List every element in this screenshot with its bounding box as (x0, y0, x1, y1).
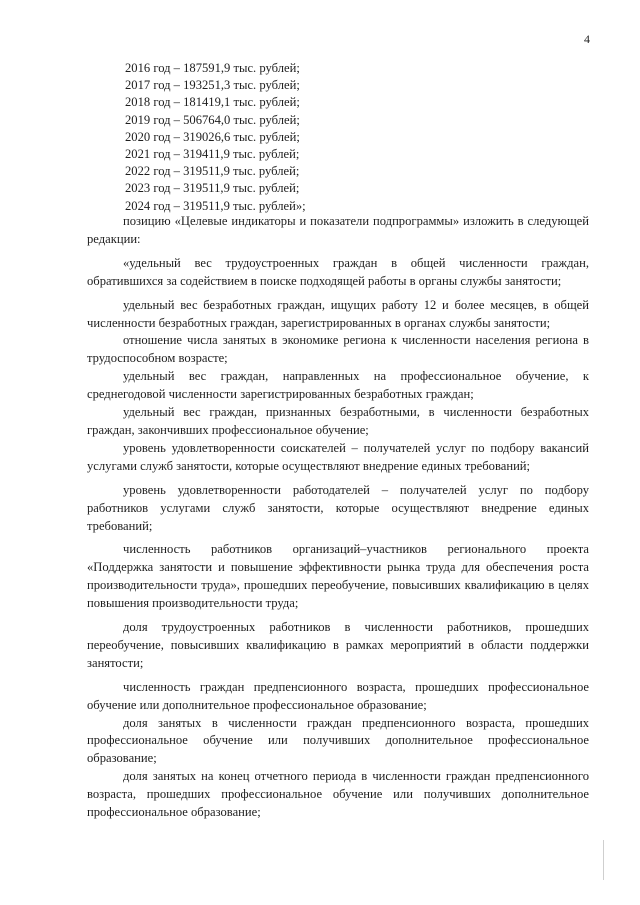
budget-line: 2022 год – 319511,9 тыс. рублей; (125, 164, 300, 179)
paragraph-indicator: уровень удовлетворенности работодателей – получателей услуг по подбору работников услугами служб занятости, которые осуществляют внедрение единых требований; (87, 482, 589, 533)
paragraph-indicator: численность работников организаций–участников регионального проекта «Поддержка занятости и повышение эффективности рынка труда для обеспечения роста производительности труда», прошедших переобучение, повысивших квалификацию в целях повышения производительности труда; (87, 542, 589, 611)
page-number: 4 (584, 32, 590, 46)
paragraph-indicator: отношение числа занятых в экономике региона к численности населения региона в трудоспособном возрасте; (87, 333, 589, 366)
paragraph-indicator: доля занятых на конец отчетного периода в численности граждан предпенсионного возраста, прошедших профессиональное обучение или получивших дополнительное профессиональное образование; (87, 769, 589, 820)
budget-line: 2016 год – 187591,9 тыс. рублей; (125, 61, 300, 75)
body-text (87, 213, 589, 822)
paragraph-indicator: доля трудоустроенных работников в численности работников, прошедших переобучение, повысивших квалификацию в рамках мероприятий в области поддержки занятости; (87, 620, 589, 670)
paragraph-indicator: уровень удовлетворенности соискателей – получателей услуг по подбору вакансий услугами служб занятости, которые осуществляют внедрение единых требований; (87, 440, 589, 473)
paragraph-indicator: удельный вес граждан, направленных на профессиональное обучение, к среднегодовой численности зарегистрированных безработных граждан; (87, 369, 589, 402)
paragraph-indicator: удельный вес безработных граждан, ищущих работу 12 и более месяцев, в общей численности безработных граждан, зарегистрированных в органах службы занятости; (87, 297, 589, 330)
paragraph-indicator: численность граждан предпенсионного возраста, прошедших профессиональное обучение или дополнительное профессиональное образование; (87, 679, 589, 712)
scan-edge-mark (603, 840, 604, 880)
budget-line: 2024 год – 319511,9 тыс. рублей»; (125, 198, 306, 213)
paragraph-indicator: удельный вес граждан, признанных безработными, в численности безработных граждан, закончивших профессиональное обучение; (87, 405, 589, 437)
budget-line: 2019 год – 506764,0 тыс. рублей; (125, 112, 300, 127)
budget-line: 2018 год – 181419,1 тыс. рублей; (125, 95, 300, 110)
budget-line: 2023 год – 319511,9 тыс. рублей; (125, 181, 300, 196)
paragraph-indicator: доля занятых в численности граждан предпенсионного возраста, прошедших профессиональное обучение или получивших дополнительное профессиональное образование; (87, 715, 589, 766)
budget-line: 2021 год – 319411,9 тыс. рублей; (125, 147, 300, 162)
paragraph-position-statement: позицию «Целевые индикаторы и показатели подпрограммы» изложить в следующей редакции: (87, 214, 589, 246)
paragraph-indicator: «удельный вес трудоустроенных граждан в общей численности граждан, обратившихся за содействием в поиске подходящей работы в органы службы занятости; (87, 255, 589, 288)
budget-line: 2017 год – 193251,3 тыс. рублей; (125, 78, 300, 93)
budget-list (125, 60, 306, 215)
budget-line: 2020 год – 319026,6 тыс. рублей; (125, 129, 300, 144)
